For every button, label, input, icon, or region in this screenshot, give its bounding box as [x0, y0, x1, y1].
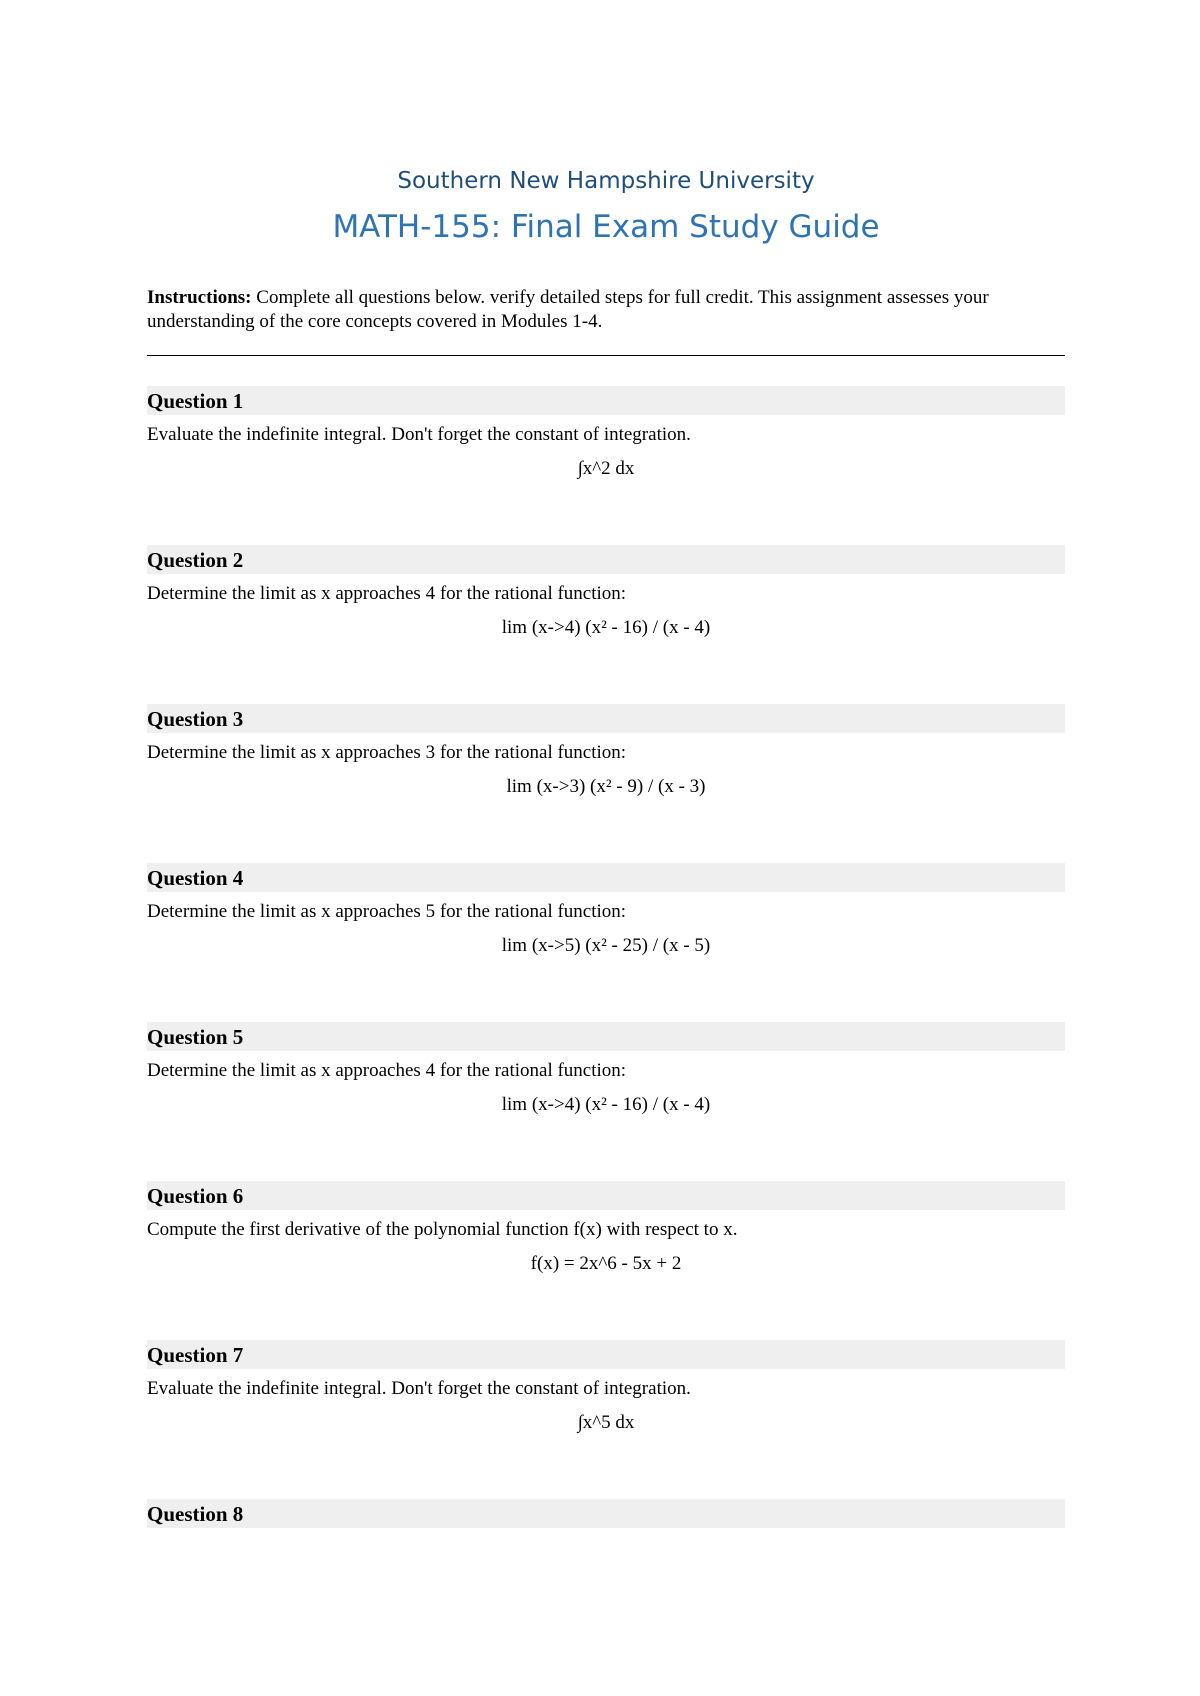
university-name: Southern New Hampshire University	[397, 168, 815, 194]
question-6	[147, 1181, 1065, 1275]
question-expression: lim (x->3) (x² - 9) / (x - 3)	[506, 776, 706, 797]
instructions	[147, 286, 1065, 334]
question-5	[147, 1022, 1065, 1116]
question-prompt: Evaluate the indefinite integral. Don't forget the constant of integration.	[147, 1378, 691, 1399]
question-2	[147, 545, 1065, 639]
question-header: Question 8	[147, 1499, 1065, 1528]
question-expression: ∫x^5 dx	[577, 1412, 635, 1433]
question-expression: lim (x->5) (x² - 25) / (x - 5)	[501, 935, 711, 956]
question-header: Question 5	[147, 1022, 1065, 1051]
question-header: Question 2	[147, 545, 1065, 574]
question-expression: ∫x^2 dx	[577, 458, 635, 479]
question-prompt: Compute the first derivative of the polynomial function f(x) with respect to x.	[147, 1219, 738, 1240]
question-header: Question 4	[147, 863, 1065, 892]
question-expression: f(x) = 2x^6 - 5x + 2	[530, 1253, 682, 1274]
question-expression: lim (x->4) (x² - 16) / (x - 4)	[501, 617, 711, 638]
question-prompt: Determine the limit as x approaches 3 for the rational function:	[147, 742, 627, 763]
instructions-label: Instructions:	[147, 287, 252, 308]
question-prompt: Determine the limit as x approaches 4 for the rational function:	[147, 1060, 627, 1081]
divider	[147, 355, 1065, 356]
question-prompt: Determine the limit as x approaches 5 for the rational function:	[147, 901, 627, 922]
question-header: Question 6	[147, 1181, 1065, 1210]
question-header: Question 1	[147, 386, 1065, 415]
question-header: Question 3	[147, 704, 1065, 733]
question-4	[147, 863, 1065, 957]
instructions-text: Complete all questions below. verify detailed steps for full credit. This assignment assesses your understanding of the core concepts covered in Modules 1-4.	[147, 287, 989, 332]
question-3	[147, 704, 1065, 798]
question-8	[147, 1499, 1065, 1528]
question-prompt: Evaluate the indefinite integral. Don't forget the constant of integration.	[147, 424, 691, 445]
question-prompt: Determine the limit as x approaches 4 for the rational function:	[147, 583, 627, 604]
question-1	[147, 386, 1065, 480]
question-expression: lim (x->4) (x² - 16) / (x - 4)	[501, 1094, 711, 1115]
question-header: Question 7	[147, 1340, 1065, 1369]
question-7	[147, 1340, 1065, 1434]
page-title: MATH-155: Final Exam Study Guide	[332, 209, 880, 245]
